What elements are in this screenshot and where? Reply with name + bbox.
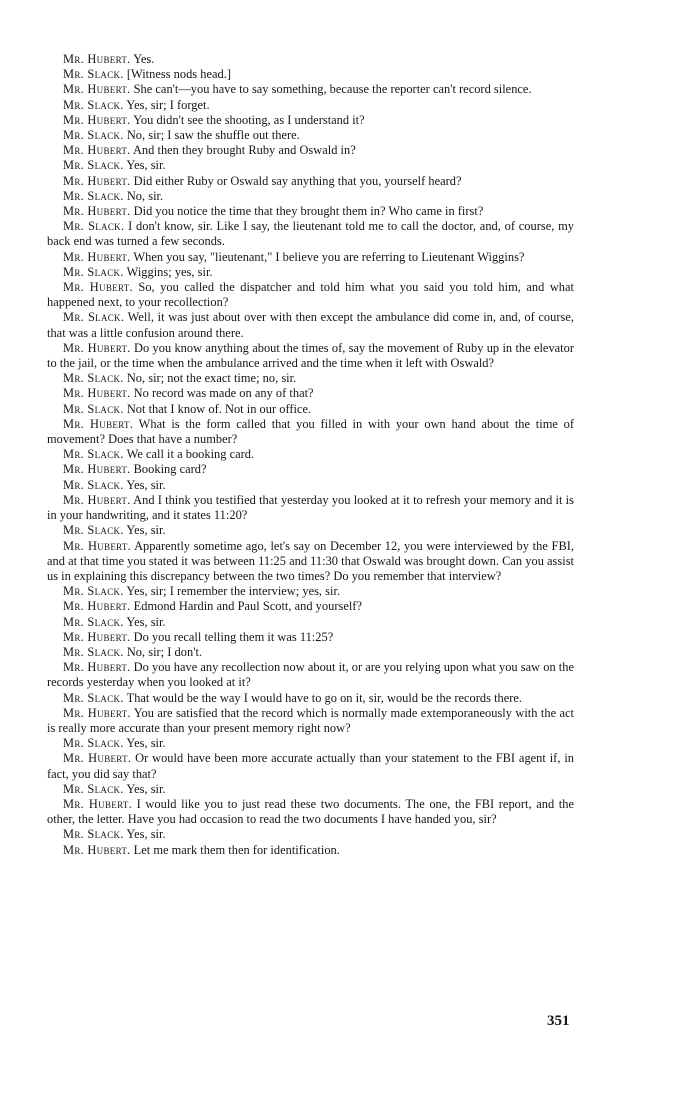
transcript-paragraph bbox=[47, 736, 574, 751]
speaker-label: Mr. Hubert. bbox=[63, 538, 132, 553]
speech-text: You are satisfied that the record which is normally made extemporaneously with the act is really more accurate than your present memory right now? bbox=[47, 705, 575, 735]
speech-text: Yes, sir; I remember the interview; yes, sir. bbox=[123, 584, 341, 599]
speaker-label: Mr. Slack. bbox=[63, 736, 124, 751]
speaker-label: Mr. Hubert. bbox=[63, 173, 131, 188]
transcript-paragraph bbox=[47, 113, 574, 128]
transcript-paragraph bbox=[47, 82, 574, 97]
transcript-paragraph bbox=[47, 52, 574, 67]
speaker-label: Mr. Slack. bbox=[63, 310, 125, 325]
speaker-label: Mr. Hubert. bbox=[63, 280, 133, 295]
speaker-label: Mr. Slack. bbox=[63, 97, 124, 112]
speaker-label: Mr. Slack. bbox=[63, 690, 124, 705]
transcript-paragraph bbox=[47, 827, 574, 842]
speaker-label: Mr. Hubert. bbox=[63, 249, 131, 264]
speaker-label: Mr. Slack. bbox=[63, 158, 124, 173]
transcript-paragraph bbox=[47, 204, 574, 219]
transcript-paragraph bbox=[47, 599, 574, 614]
speech-text: Edmond Hardin and Paul Scott, and yourself? bbox=[130, 599, 362, 614]
transcript-paragraph bbox=[47, 310, 574, 340]
speaker-label: Mr. Hubert. bbox=[63, 705, 131, 720]
speaker-label: Mr. Slack. bbox=[63, 188, 124, 203]
speaker-label: Mr. Slack. bbox=[63, 401, 124, 416]
transcript-paragraph bbox=[47, 493, 574, 523]
speaker-label: Mr. Slack. bbox=[63, 477, 124, 492]
speaker-label: Mr. Slack. bbox=[63, 128, 124, 143]
speaker-label: Mr. Hubert. bbox=[63, 492, 131, 507]
transcript-paragraph bbox=[47, 782, 574, 797]
speech-text: Yes, sir. bbox=[123, 523, 166, 538]
transcript-paragraph bbox=[47, 219, 574, 249]
transcript-paragraph bbox=[47, 478, 574, 493]
speech-text: Wiggins; yes, sir. bbox=[123, 264, 213, 279]
speaker-label: Mr. Slack. bbox=[63, 584, 124, 599]
transcript-paragraph bbox=[47, 523, 574, 538]
speaker-label: Mr. Hubert. bbox=[63, 751, 132, 766]
transcript-paragraph bbox=[47, 250, 574, 265]
speaker-label: Mr. Hubert. bbox=[63, 143, 131, 158]
transcript-paragraph bbox=[47, 128, 574, 143]
speech-text: Yes, sir. bbox=[123, 158, 166, 173]
speech-text: Yes, sir. bbox=[123, 781, 166, 796]
speaker-label: Mr. Hubert. bbox=[63, 842, 131, 857]
speaker-label: Mr. Hubert. bbox=[63, 386, 131, 401]
transcript-paragraph bbox=[47, 402, 574, 417]
transcript-body bbox=[47, 52, 574, 858]
transcript-paragraph bbox=[47, 660, 574, 690]
speaker-label: Mr. Slack. bbox=[63, 219, 125, 234]
speaker-label: Mr. Hubert. bbox=[63, 52, 131, 66]
speech-text: We call it a booking card. bbox=[123, 447, 255, 462]
transcript-paragraph bbox=[47, 158, 574, 173]
transcript-paragraph bbox=[47, 691, 574, 706]
transcript-paragraph bbox=[47, 584, 574, 599]
speech-text: She can't—you have to say something, because the reporter can't record silence. bbox=[130, 82, 532, 97]
transcript-paragraph bbox=[47, 539, 574, 585]
speaker-label: Mr. Hubert. bbox=[63, 82, 131, 97]
transcript-paragraph bbox=[47, 143, 574, 158]
transcript-paragraph bbox=[47, 797, 574, 827]
speech-text: No, sir; I saw the shuffle out there. bbox=[123, 128, 300, 143]
speaker-label: Mr. Hubert. bbox=[63, 629, 131, 644]
speaker-label: Mr. Hubert. bbox=[63, 416, 134, 431]
speaker-label: Mr. Hubert. bbox=[63, 340, 131, 355]
speech-text: Yes, sir. bbox=[123, 614, 166, 629]
transcript-paragraph bbox=[47, 189, 574, 204]
speech-text: Did either Ruby or Oswald say anything that you, yourself heard? bbox=[130, 173, 462, 188]
speech-text: Yes, sir. bbox=[123, 827, 166, 842]
speech-text: Did you notice the time that they brought them in? Who came in first? bbox=[130, 204, 484, 219]
speaker-label: Mr. Slack. bbox=[63, 264, 124, 279]
transcript-paragraph bbox=[47, 98, 574, 113]
speaker-label: Mr. Slack. bbox=[63, 371, 124, 386]
transcript-paragraph bbox=[47, 371, 574, 386]
speech-text: Yes. bbox=[130, 52, 155, 66]
speech-text: Apparently sometime ago, let's say on December 12, you were interviewed by the FBI, and at that time you stated it was between 11:25 and 11:30 that Oswald was brought down. Can you assist us in explaining this discrepancy between the two times? Do you remember that interview? bbox=[47, 538, 574, 583]
speaker-label: Mr. Slack. bbox=[63, 614, 124, 629]
transcript-paragraph bbox=[47, 706, 574, 736]
speech-text: Yes, sir. bbox=[123, 477, 166, 492]
speaker-label: Mr. Hubert. bbox=[63, 599, 131, 614]
transcript-paragraph bbox=[47, 447, 574, 462]
transcript-paragraph bbox=[47, 265, 574, 280]
speaker-label: Mr. Hubert. bbox=[63, 112, 131, 127]
speech-text: And then they brought Ruby and Oswald in? bbox=[130, 143, 356, 158]
speaker-label: Mr. Slack. bbox=[63, 827, 124, 842]
transcript-paragraph bbox=[47, 843, 574, 858]
speaker-label: Mr. Slack. bbox=[63, 67, 124, 82]
speech-text: I don't know, sir. Like I say, the lieutenant told me to call the doctor, and, of course, my back end was turned a few seconds. bbox=[47, 219, 574, 249]
speaker-label: Mr. Slack. bbox=[63, 644, 124, 659]
speech-text: Do you have any recollection now about it, or are you relying upon what you saw on the records yesterday when you looked at it? bbox=[47, 660, 574, 690]
speech-text: Do you recall telling them it was 11:25? bbox=[130, 629, 334, 644]
speech-text: Yes, sir; I forget. bbox=[123, 97, 210, 112]
speech-text: No, sir. bbox=[123, 188, 164, 203]
speaker-label: Mr. Slack. bbox=[63, 781, 124, 796]
transcript-paragraph bbox=[47, 645, 574, 660]
speech-text: I would like you to just read these two documents. The one, the FBI report, and the other, the letter. Have you had occasion to read the two documents I have handed you, sir? bbox=[47, 796, 574, 827]
speech-text: And I think you testified that yesterday you looked at it to refresh your memory and it is in your handwriting, and it states 11:20? bbox=[47, 492, 574, 523]
transcript-paragraph bbox=[47, 615, 574, 630]
transcript-paragraph bbox=[47, 341, 574, 371]
speaker-label: Mr. Hubert. bbox=[63, 204, 131, 219]
speech-text: What is the form called that you filled in with your own hand about the time of movement? Does that have a number? bbox=[47, 416, 574, 447]
speech-text: [Witness nods head.] bbox=[123, 67, 232, 82]
speech-text: That would be the way I would have to go on it, sir, would be the records there. bbox=[123, 690, 523, 705]
transcript-paragraph bbox=[47, 174, 574, 189]
transcript-paragraph bbox=[47, 280, 574, 310]
speaker-label: Mr. Hubert. bbox=[63, 660, 131, 675]
speech-text: Yes, sir. bbox=[123, 736, 166, 751]
speaker-label: Mr. Hubert. bbox=[63, 462, 131, 477]
speech-text: So, you called the dispatcher and told him what you said you told him, and what happened next, to your recollection? bbox=[47, 280, 574, 310]
transcript-paragraph bbox=[47, 462, 574, 477]
speech-text: Or would have been more accurate actually than your statement to the FBI agent if, in fact, you did say that? bbox=[47, 751, 574, 781]
speech-text: When you say, "lieutenant," I believe you are referring to Lieutenant Wiggins? bbox=[130, 249, 525, 264]
page-number: 351 bbox=[547, 1013, 570, 1029]
speaker-label: Mr. Hubert. bbox=[63, 796, 133, 811]
transcript-paragraph bbox=[47, 386, 574, 401]
transcript-paragraph bbox=[47, 630, 574, 645]
speech-text: Let me mark them then for identification. bbox=[130, 842, 340, 857]
speech-text: Booking card? bbox=[130, 462, 207, 477]
speech-text: Well, it was just about over with then except the ambulance did come in, and, of course, that was a little confusion around there. bbox=[47, 310, 574, 340]
speech-text: You didn't see the shooting, as I understand it? bbox=[130, 112, 365, 127]
speech-text: Do you know anything about the times of, say the movement of Ruby up in the elevator to the jail, or the time when the ambulance arrived and the time when it left with Oswald? bbox=[47, 340, 574, 371]
speech-text: Not that I know of. Not in our office. bbox=[123, 401, 312, 416]
transcript-paragraph bbox=[47, 417, 574, 447]
speech-text: No record was made on any of that? bbox=[130, 386, 314, 401]
speaker-label: Mr. Slack. bbox=[63, 447, 124, 462]
speech-text: No, sir; I don't. bbox=[123, 644, 203, 659]
transcript-paragraph bbox=[47, 751, 574, 781]
speech-text: No, sir; not the exact time; no, sir. bbox=[123, 371, 297, 386]
speaker-label: Mr. Slack. bbox=[63, 523, 124, 538]
transcript-paragraph bbox=[47, 67, 574, 82]
